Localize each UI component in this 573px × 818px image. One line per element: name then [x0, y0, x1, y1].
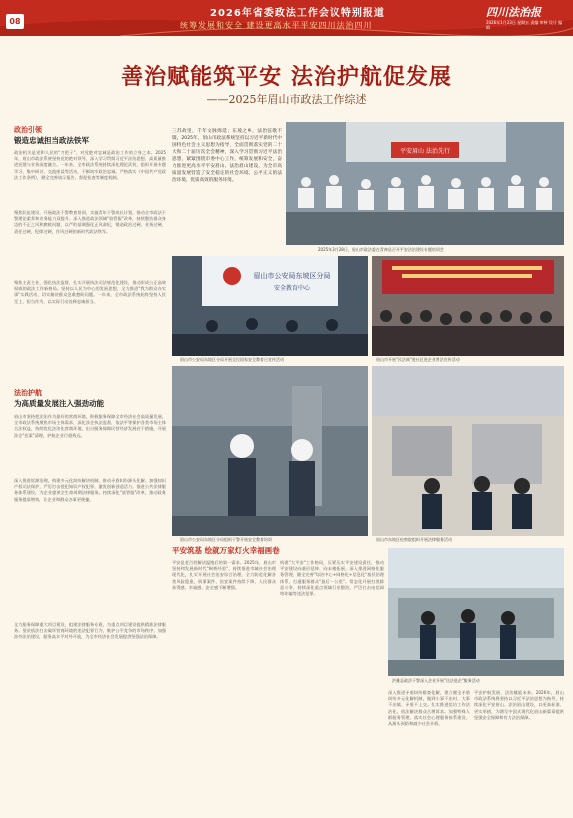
worker-helmet-photo — [172, 366, 368, 536]
section2-tag: 法治护航 — [14, 389, 42, 397]
factory-visit-photo — [372, 366, 564, 536]
audience-photo — [372, 256, 564, 356]
photo-caption: 2025年3月28日，眉山市政法委在青神县召开平安法治建设专题培训会 — [318, 247, 444, 252]
date-line: 2026年1月23日 星期五 责编 审核 设计 编辑 — [486, 20, 563, 30]
paragraph: 眉山市坚持把法治作为最好的营商环境，积极服务保障全市经济社会高质量发展。全市政法系统聚焦市场主体需求，深化涉企执法监督，依法平等保护各类市场主体合法权益，持续优化法治化营商环境。出台服务保障民营经济发展若干措施，开展涉企"挂案"清理，护航企业行稳致远。 — [14, 414, 166, 438]
section1-heading: 锻造忠诚担当政法铁军 — [14, 136, 89, 145]
paragraph: 平安是老百姓解决温饱后的第一需求。2025年，眉山市坚持和发展新时代"枫桥经验"，持续推进市域社会治理现代化，扎实开展社会治安综合治理，全力防范化解各类风险隐患，刑事案件、治安案件持续下降，人民群众获得感、幸福感、安全感不断增强。 — [172, 560, 276, 590]
intro-paragraph: 三苏故里，千年文脉绵延；东坡之乡，法治弦歌不辍。2025年，眉山市政法系统坚持以习近平新时代中国特色社会主义思想为指导，全面贯彻落实党的二十大和二十届历次全会精神，深入学习贯彻习近平法治思想，紧紧围绕市委中心工作，统筹发展和安全，奋力推进更高水平平安眉山、法治眉山建设，为全市高质量发展营造了安全稳定的社会环境、公平正义的法治环境、优质高效的服务环境。 — [172, 129, 282, 183]
page-number: 08 — [6, 14, 24, 29]
photo-caption: 眉山市开展"民法典"进社区进企业普法宣传活动 — [376, 357, 460, 362]
paragraph: 构建"大平安"工作格局，压紧压实平安建设责任，推动平安建设向基层延伸、向末梢拓展。深入推进网格化服务管理，健全完善"综治中心+网格化+信息化"基层治理体系，打通服务群众"最后一公里"。常态化开展扫黑除恶斗争，持续深化重点领域行业整治，严厉打击电信网络诈骗等违法犯罪。 — [280, 560, 384, 597]
banner-title: 2026年省委政法工作会议特别报道 — [210, 8, 385, 19]
section1-tag: 政治引领 — [14, 126, 42, 134]
stage-banner-text: 平安眉山 法治先行 — [400, 148, 450, 155]
article-subtitle: ——2025年眉山市政法工作综述 — [206, 93, 367, 106]
banner-subtitle: 统筹发展和安全 建设更高水平平安四川法治四川 — [180, 21, 373, 30]
photo-caption: 洪雅县政法干警深入企业开展"送法进企"服务活动 — [392, 678, 480, 683]
paragraph: 聚焦队伍建设，开展政法干警教育培训，实施青年干警成长计划，推动全市政法干警理论素养和业务能力双提升。深入推进政法领域"放管服"改革，持续整治群众身边的不正之风和腐败问题，以严的基调强化正风肃纪，锻造政治过硬、业务过硬、责任过硬、纪律过硬、作风过硬的新时代政法铁军。 — [14, 210, 166, 234]
section2-heading: 为高质量发展注入强劲动能 — [14, 399, 104, 408]
enterprise-service-photo — [388, 548, 564, 676]
brand-logo: 四川法治报 — [486, 6, 541, 19]
section3-heading: 平安筑基 绘就万家灯火幸福画卷 — [172, 546, 280, 555]
article-title: 善治赋能筑平安 法治护航促发展 — [121, 64, 452, 90]
photo-caption: 眉山市公安局东坡区分局组织干警开展安全教育培训 — [180, 537, 272, 542]
paragraph: 全力服务保障重大项目建设，组建法律服务专班，为重点项目建设提供精准法律服务。坚决依法打击破坏营商环境的违法犯罪行为，维护公平竞争的市场秩序。加强涉外法治建设，服务高水平对外开放，为全市经济社会发展提供坚强法治保障。 — [14, 622, 166, 640]
photo-caption: 眉山市东坡区检察院组织开展法律服务活动 — [376, 537, 452, 542]
security-center-banner: 眉山市公安局东坡区分局 — [253, 272, 331, 280]
paragraph: 深入推进矛盾纠纷排查化解，建立健全矛盾纠纷多元化解机制，做到小事不出村、大事不出镇、矛盾不上交。扎实推进信访工作法治化，依法解决群众合理诉求。加强特殊人群服务管理，落实社会心理服务体系建设，从源头预防和减少社会矛盾。 — [388, 690, 470, 727]
conference-photo — [286, 122, 564, 245]
paragraph: 聚焦主责主业，强化执法监督，扎实开展执法司法规范化建设，推动形成公正高效权威的政法工作新格局。坚持以人民为中心的发展思想，全力推进"我为群众办实事"实践活动，切实解决群众急难愁盼问题。一年来，全市政法系统始终坚持人民至上、担当作为，以实际行动诠释忠诚担当。 — [14, 280, 166, 304]
paragraph: 平安护航发展，法治赋能未来。2026年，眉山市政法系统将坚持以习近平法治思想为指导，持续深化平安眉山、法治眉山建设，以更高标准、更实举措，为谱写中国式现代化眉山新篇章提供坚强安全保障和有力法治保障。 — [474, 690, 564, 720]
security-center-banner-sub: 安全教育中心 — [273, 285, 311, 292]
security-center-photo — [172, 256, 368, 356]
masthead — [0, 0, 573, 36]
paragraph: 深入推进诉源治理，构建多元化纠纷解决机制，推动矛盾纠纷源头化解。加强知识产权司法保护，严厉打击侵犯知识产权犯罪，激发创新创造活力。推进公共法律服务体系建设，为企业提供全生命周期法律服务。持续深化"放管服"改革，推动政务服务提质增效，让企业和群众办事更便捷。 — [14, 478, 166, 502]
photo-caption: 眉山市公安局东坡区分局开展全民国家安全教育日宣传活动 — [180, 357, 284, 362]
paragraph: 政治机关是党和人民的"刀把子"，对党绝对忠诚是政治工作的立身之本。2025年，眉山市政法系统坚持党的绝对领导，深入学习贯彻习近平法治思想，高质量推进党建与业务深度融合。一年来，全市政法系统持续深化理论武装，组织开展专题学习、集中研讨、交流座谈等活动，不断筑牢政治忠诚。严格落实《中国共产党政法工作条例》，健全完善请示报告、督促检查等制度机制。 — [14, 150, 166, 180]
